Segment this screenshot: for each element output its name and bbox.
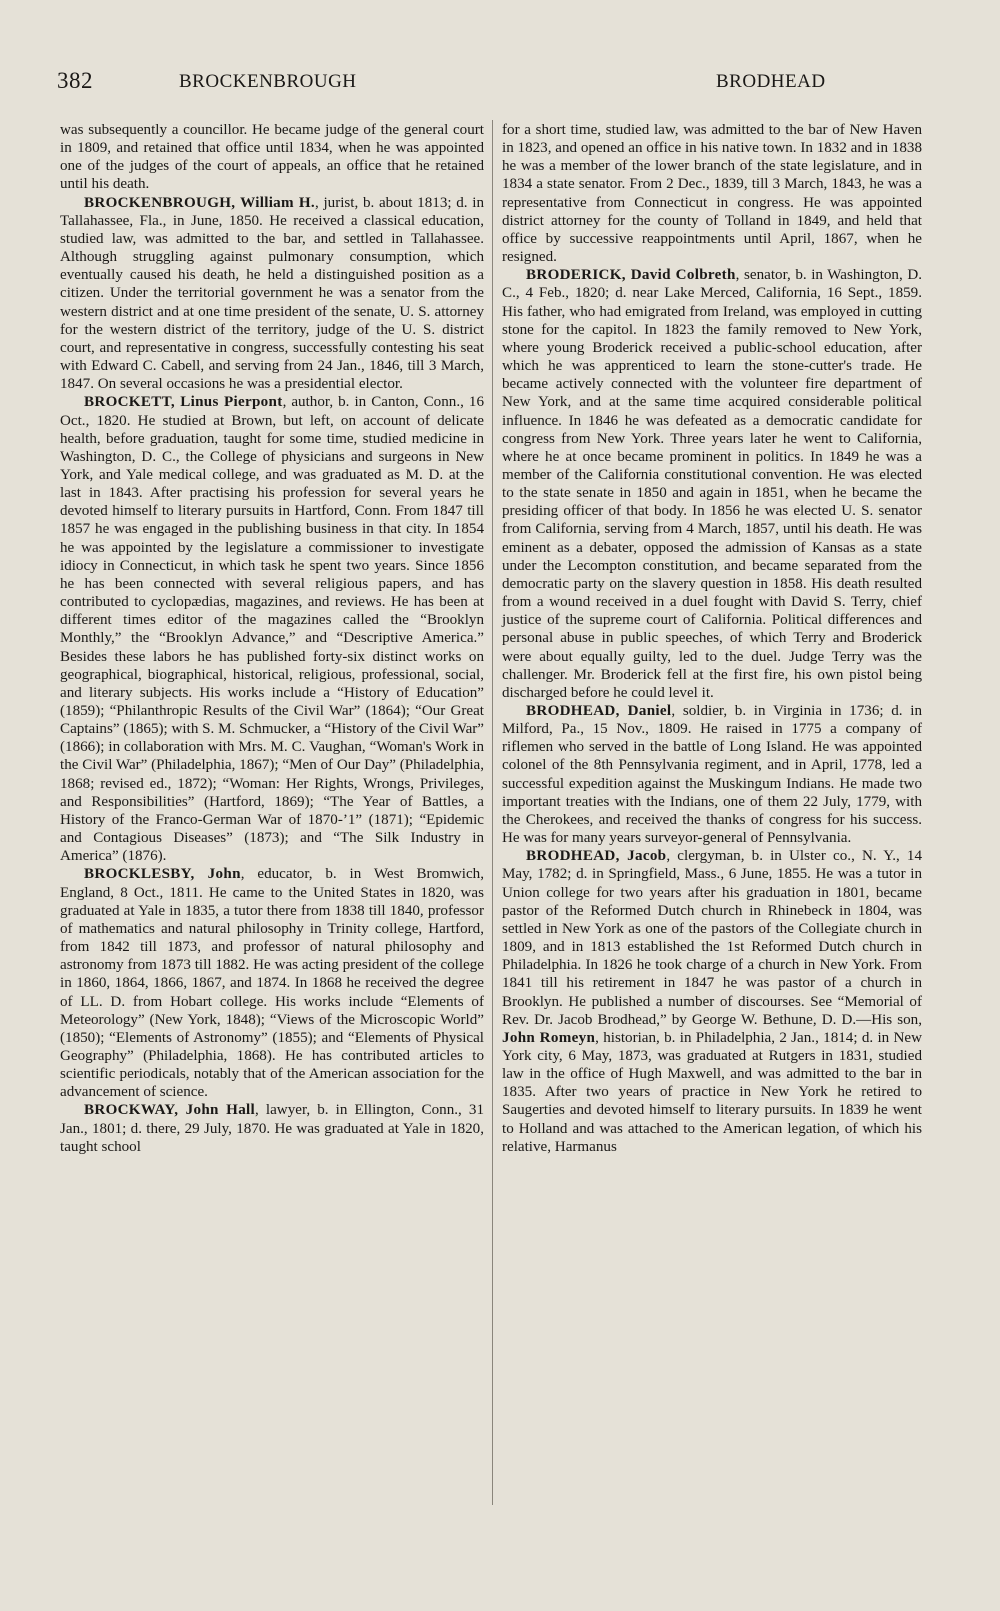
- left-running-head: BROCKENBROUGH: [179, 71, 357, 92]
- entry-text: , soldier, b. in Virginia in 1736; d. in Milford, Pa., 15 Nov., 1809. He raised in 1775 a company of riflemen who served in the battle of Long Island. He was appointed colonel of the 8th Pennsylvania regiment, and in April, 1778, led a successful expedition against the Muskingum Indians. He made two important treaties with the Indians, one of them 22 July, 1779, with the Cherokees, and received the thanks of congress for his success. He was for many years surveyor-general of Pennsylvania.: [502, 703, 922, 847]
- running-header: [57, 68, 923, 98]
- entry-headword: BROCKLESBY, John: [84, 866, 241, 883]
- entry-text: , lawyer, b. in Ellington, Conn., 31 Jan., 1801; d. there, 29 July, 1870. He was graduated at Yale in 1820, taught school: [60, 1102, 485, 1155]
- page-number: 382: [57, 68, 93, 93]
- entry-brocklesby: [60, 865, 484, 1101]
- entry-brockett: [60, 393, 484, 865]
- entry-text: , author, b. in Canton, Conn., 16 Oct., 1820. He studied at Brown, but left, on account of delicate health, before graduation, taught for some time, studied medicine in Washington, D. C., the College of physicians and surgeons in New York, and Yale medical college, and was graduated as M. D. at the last in 1843. After practising his profession for several years he devoted himself to literary pursuits in Hartford, Conn. From 1847 till 1857 he was engaged in the publishing business in that city. In 1854 he was appointed by the legislature a commissioner to investigate idiocy in Connecticut, in which task he spent two years. Since 1856 he has been connected with several religious papers, and has contributed to cyclopædias, magazines, and reviews. He has been at different times editor of the magazines called the “Brooklyn Monthly,” the “Brooklyn Advance,” and “Descriptive America.” Besides these labors he has published forty-six distinct works on geographical, biographical, historical, religious, professional, social, and literary subjects. His works include a “History of Education” (1859); “Philanthropic Results of the Civil War” (1864); “Our Great Captains” (1865); with S. M. Schmucker, a “History of the Civil War” (1866); in collaboration with Mrs. M. C. Vaughan, “Woman's Work in the Civil War” (Philadelphia, 1867); “Men of Our Day” (Philadelphia, 1868; revised ed., 1872); “Woman: Her Rights, Wrongs, Privileges, and Responsibilities” (Hartford, 1869); “The Year of Battles, a History of the Franco-German War of 1870-’1” (1871); “Epidemic and Contagious Diseases” (1873); and “The Silk Industry in America” (1876).: [60, 394, 484, 865]
- entry-continuation: was subsequently a councillor. He became judge of the general court in 1809, and retained that office until 1834, when he was appointed one of the judges of the court of appeals, an office that he retained until his death.: [60, 122, 484, 193]
- entry-headword: BROCKETT, Linus Pierpont: [84, 394, 283, 411]
- entry-headword: BROCKENBROUGH, William H.: [84, 194, 316, 211]
- entry-subheadword: John Romeyn: [502, 1029, 596, 1046]
- entry-text: , jurist, b. about 1813; d. in Tallahassee, Fla., in June, 1850. He received a classical education, studied law, was admitted to the bar, and settled in Tallahassee. Although struggling against pulmonary consumption, which eventually caused his death, he held a distinguished position as a citizen. Under the territorial government he was a senator from the western district and at one time president of the senate, U. S. attorney for the western district of the territory, judge of the U. S. district court, and representative in congress, successfully contesting his seat with Edward C. Cabell, and serving from 24 Jan., 1846, till 3 March, 1847. On several occasions he was a presidential elector.: [60, 194, 484, 393]
- right-column: [502, 121, 922, 1156]
- entry-headword: BRODHEAD, Daniel: [526, 703, 672, 719]
- entry-brockway: [60, 1101, 484, 1155]
- entry-text: , senator, b. in Washington, D. C., 4 Feb., 1820; d. near Lake Merced, California, 16 Sept., 1859. His father, who had emigrated from Ireland, was employed in cutting stone for the capitol. In 1823 the family removed to New York, where young Broderick received a public-school education, after which he was apprenticed to learn the stone-cutter's trade. He became actively connected with the volunteer fire department of New York, and at the same time acquired considerable political influence. In 1846 he was defeated as a democratic candidate for congress from New York. Three years later he went to California, where he at once became prominent in politics. In 1849 he was a member of the California constitutional convention. He was elected to the state senate in 1850 and again in 1851, when he became the presiding officer of that body. In 1856 he was elected U. S. senator from California, serving from 4 March, 1857, until his death. He was eminent as a debater, opposed the admission of Kansas as a state under the Lecompton constitution, and became separated from the democratic party on the slavery question in 1858. His death resulted from a wound received in a duel fought with David S. Terry, chief justice of the supreme court of California. Political differences and personal abuse in public speeches, of which Terry and Broderick were about equally guilty, led to the duel. Judge Terry was the challenger. Mr. Broderick fell at the first fire, his own pistol being discharged before he could level it.: [502, 267, 922, 701]
- column-divider: [492, 120, 493, 1505]
- entry-text: , educator, b. in West Bromwich, England, 8 Oct., 1811. He came to the United States in 1820, was graduated at Yale in 1835, a tutor there from 1838 till 1840, professor of mathematics and natural philosophy in Trinity college, Hartford, from 1842 till 1873, and professor of natural philosophy and astronomy from 1873 till 1882. He was acting president of the college in 1860, 1864, 1866, 1867, and 1874. In 1868 he received the degree of LL. D. from Hobart college. His works include “Elements of Meteorology” (New York, 1848); “Views of the Microscopic World” (1850); “Elements of Astronomy” (1855); and “Elements of Physical Geography” (Philadelphia, 1868). He has contributed articles to scientific periodicals, notably that of the American association for the advancement of science.: [60, 866, 484, 1101]
- entry-brodhead-jacob: [502, 847, 922, 1156]
- entry-brodhead-daniel: [502, 702, 922, 847]
- entry-text: , historian, b. in Philadelphia, 2 Jan., 1814; d. in New York city, 6 May, 1873, was graduated at Rutgers in 1831, studied law in the office of Hugh Maxwell, and was admitted to the bar in 1835. After two years of practice in New York he retired to Saugerties and devoted himself to literary pursuits. In 1839 he went to Holland and was attached to the American legation, of which his relative, Harmanus: [502, 1029, 923, 1155]
- entry-headword: BROCKWAY, John Hall: [84, 1102, 256, 1119]
- entry-headword: BRODERICK, David Colbreth: [526, 267, 736, 284]
- left-column: [60, 121, 484, 1156]
- right-running-head: BRODHEAD: [716, 71, 826, 92]
- entry-text: , clergyman, b. in Ulster co., N. Y., 14 May, 1782; d. in Springfield, Mass., 6 June, 1855. He was a tutor in Union college for two years after his graduation in 1801, became pastor of the Reformed Dutch church in Rhinebeck in 1804, was settled in New York as one of the pastors of the Collegiate church in 1809, and in 1813 established the 1st Reformed Dutch church in Philadelphia. In 1826 he took charge of a church in New York. From 1841 till his retirement in 1847 he was pastor of a church in Brooklyn. He published a number of discourses. See “Memorial of Rev. Dr. Jacob Brodhead,” by George W. Bethune, D. D.—His son,: [502, 848, 922, 1028]
- entry-brockenbrough: [60, 194, 484, 394]
- entry-broderick: [502, 266, 922, 702]
- entry-headword: BRODHEAD, Jacob: [526, 848, 667, 865]
- entry-continuation: for a short time, studied law, was admitted to the bar of New Haven in 1823, and opened an office in his native town. In 1832 and in 1838 he was a member of the lower branch of the state legislature, and in 1834 a state senator. From 2 Dec., 1839, till 3 March, 1843, he was a representative from Connecticut in congress. He was appointed district attorney for the county of Tolland in 1849, and held that office by successive reappointments until April, 1867, when he resigned.: [502, 122, 922, 266]
